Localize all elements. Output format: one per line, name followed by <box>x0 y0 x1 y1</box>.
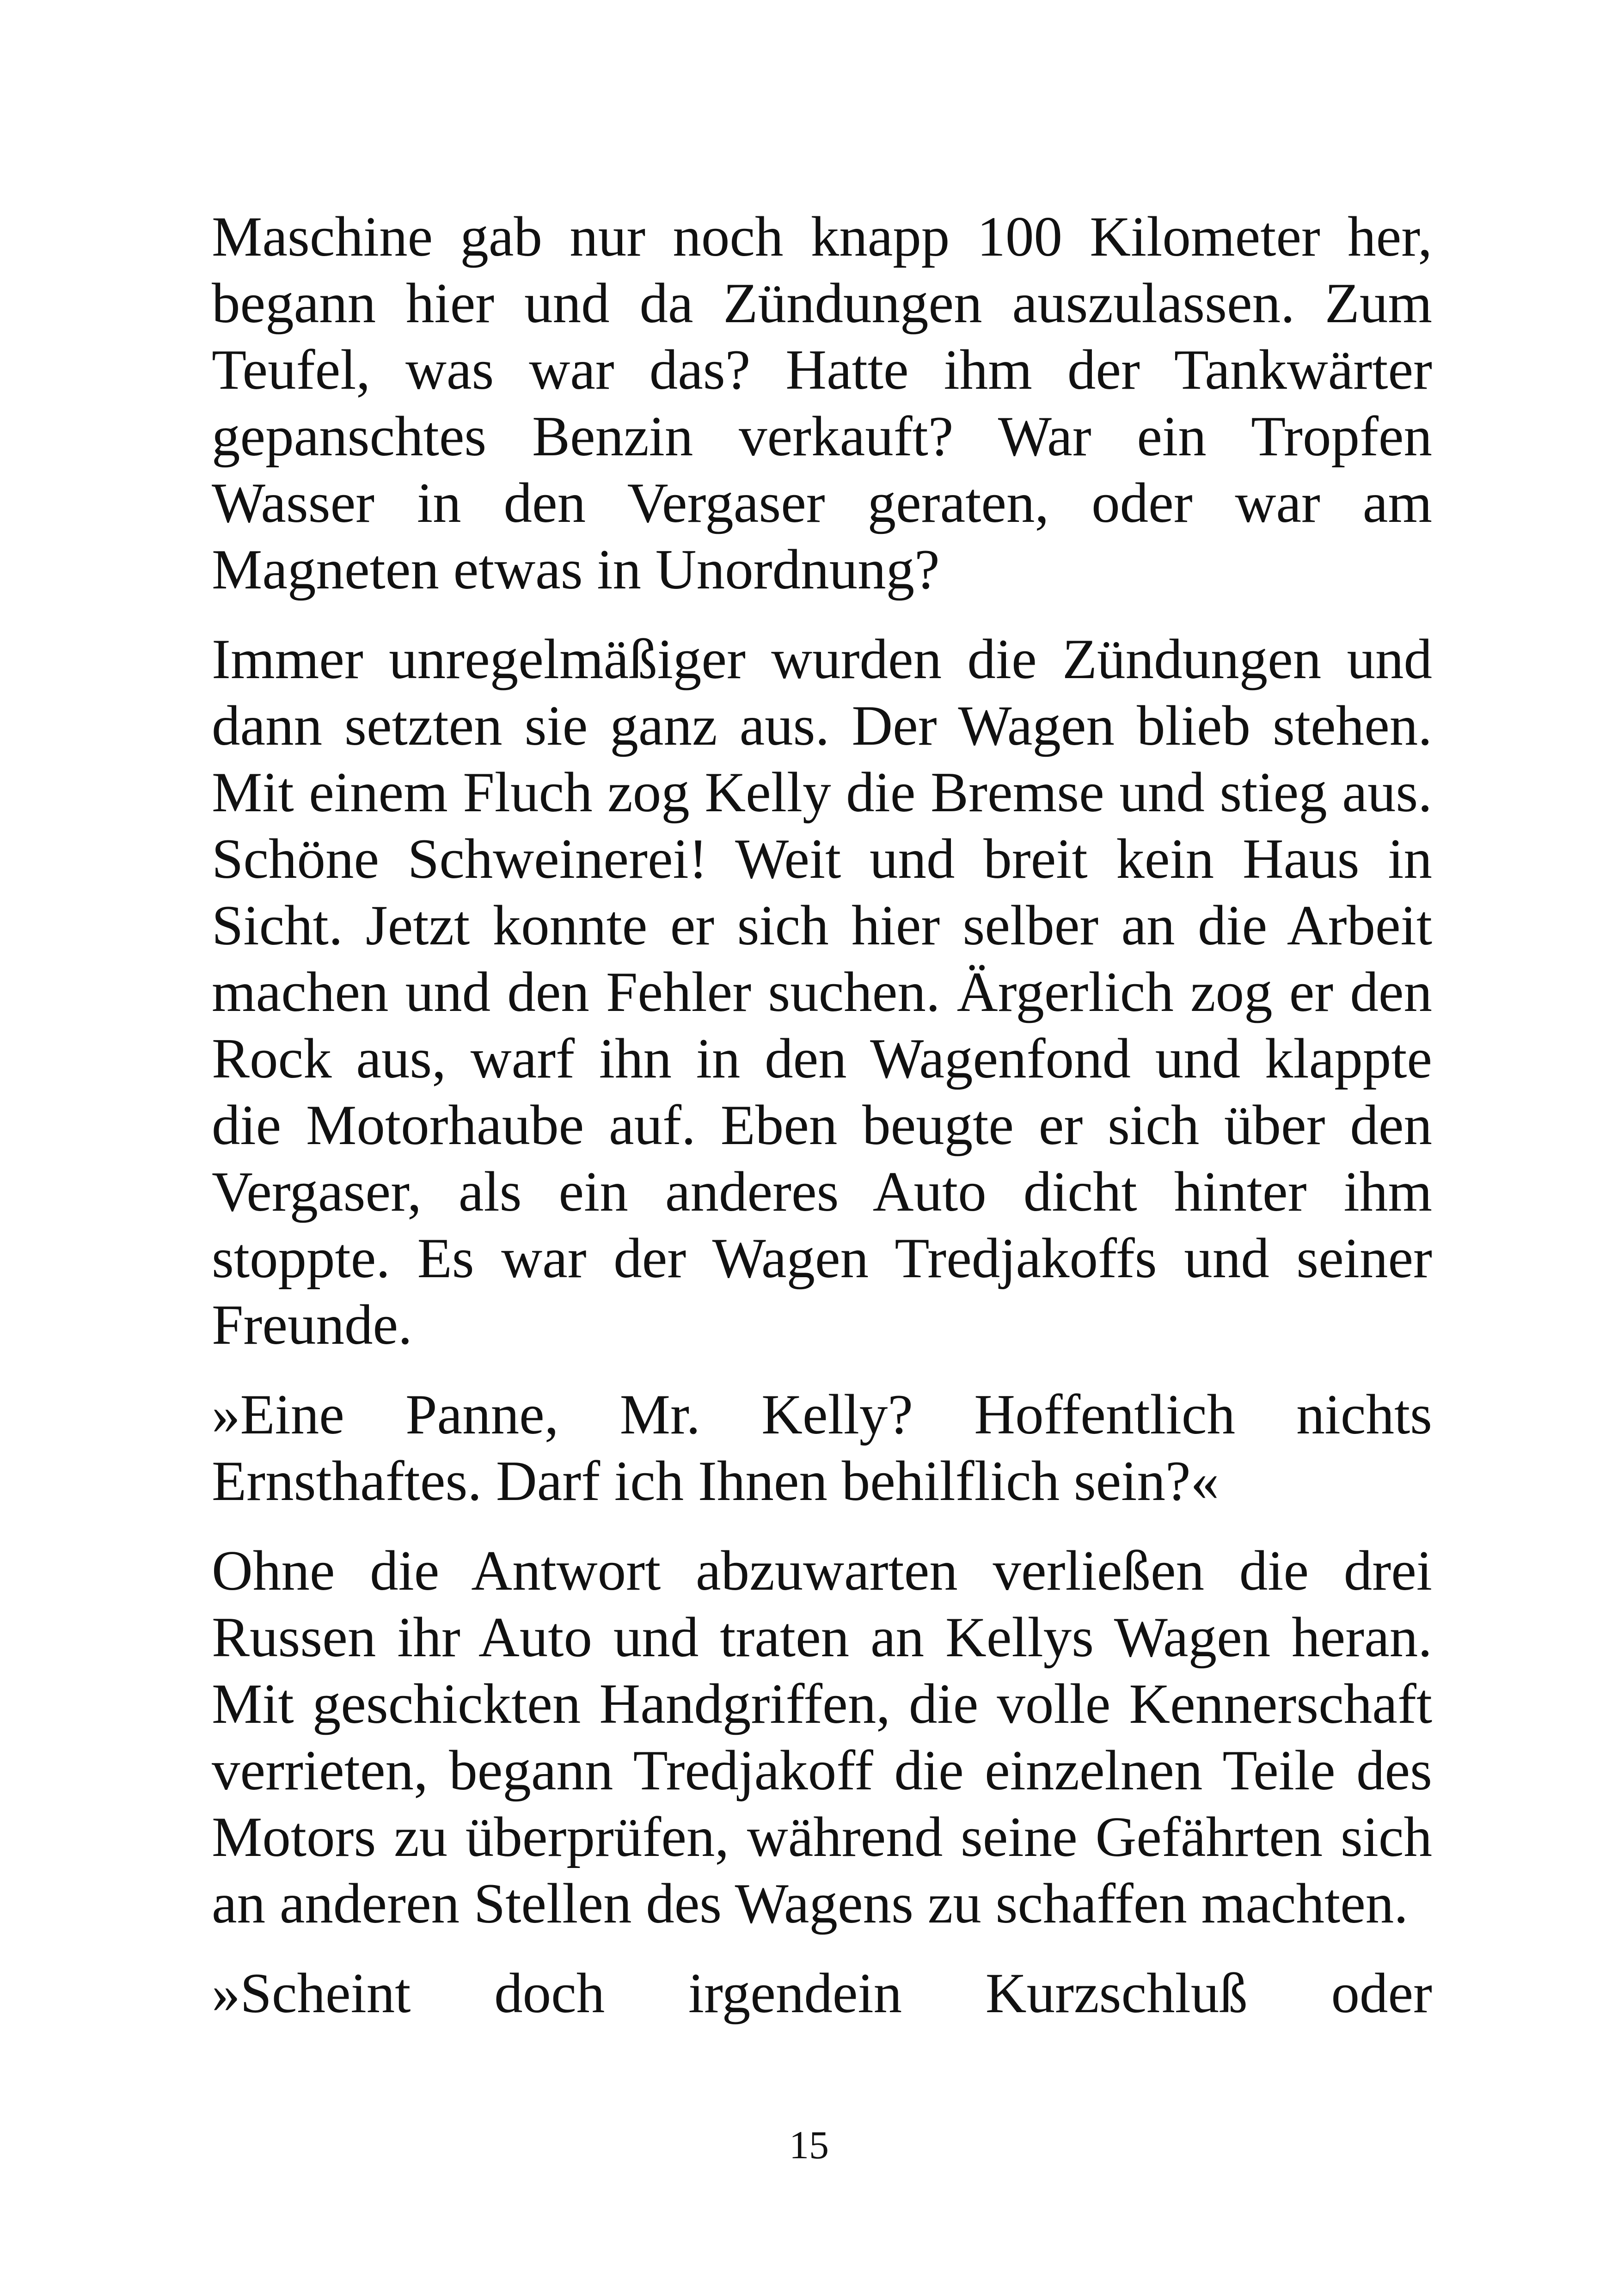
paragraph-5: »Scheint doch irgendein Kurzschluß oder <box>212 1961 1432 2025</box>
paragraph-2: Immer unregelmäßiger wurden die Zündungen und dann setzten sie ganz aus. Der Wagen blieb stehen. Mit einem Fluch zog Kelly die Bremse und stieg aus. Schöne Schweinerei! Weit und breit kein Haus in Sicht. Jetzt konnte er sich hier selber an die Arbeit machen und den Fehler suchen. Ärgerlich zog er den Rock aus, warf ihn in den Wagenfond und klappte die Motorhaube auf. Eben beugte er sich über den Vergaser, als ein anderes Auto dicht hinter ihm stoppte. Es war der Wagen Tredjakoffs und seiner Freunde. <box>212 627 1432 1356</box>
body-text <box>212 203 1432 2027</box>
paragraph-3: »Eine Panne, Mr. Kelly? Hoffentlich nichts Ernsthaftes. Darf ich Ihnen behilflich sein?« <box>212 1383 1432 1512</box>
page-number: 15 <box>789 2123 829 2167</box>
paragraph-1: Maschine gab nur noch knapp 100 Kilometer her, begann hier und da Zündungen auszulassen. Zum Teufel, was war das? Hatte ihm der Tankwärter gepanschtes Benzin verkauft? War ein Tropfen Wasser in den Vergaser geraten, oder war am Magneten etwas in Unordnung? <box>212 205 1432 601</box>
paragraph-4: Ohne die Antwort abzuwarten verließen die drei Russen ihr Auto und traten an Kellys Wagen heran. Mit geschickten Handgriffen, die volle Kennerschaft verrieten, begann Tredjakoff die einzelnen Teile des Motors zu überprüfen, während seine Gefährten sich an anderen Stellen des Wagens zu schaffen machten. <box>212 1539 1432 1935</box>
